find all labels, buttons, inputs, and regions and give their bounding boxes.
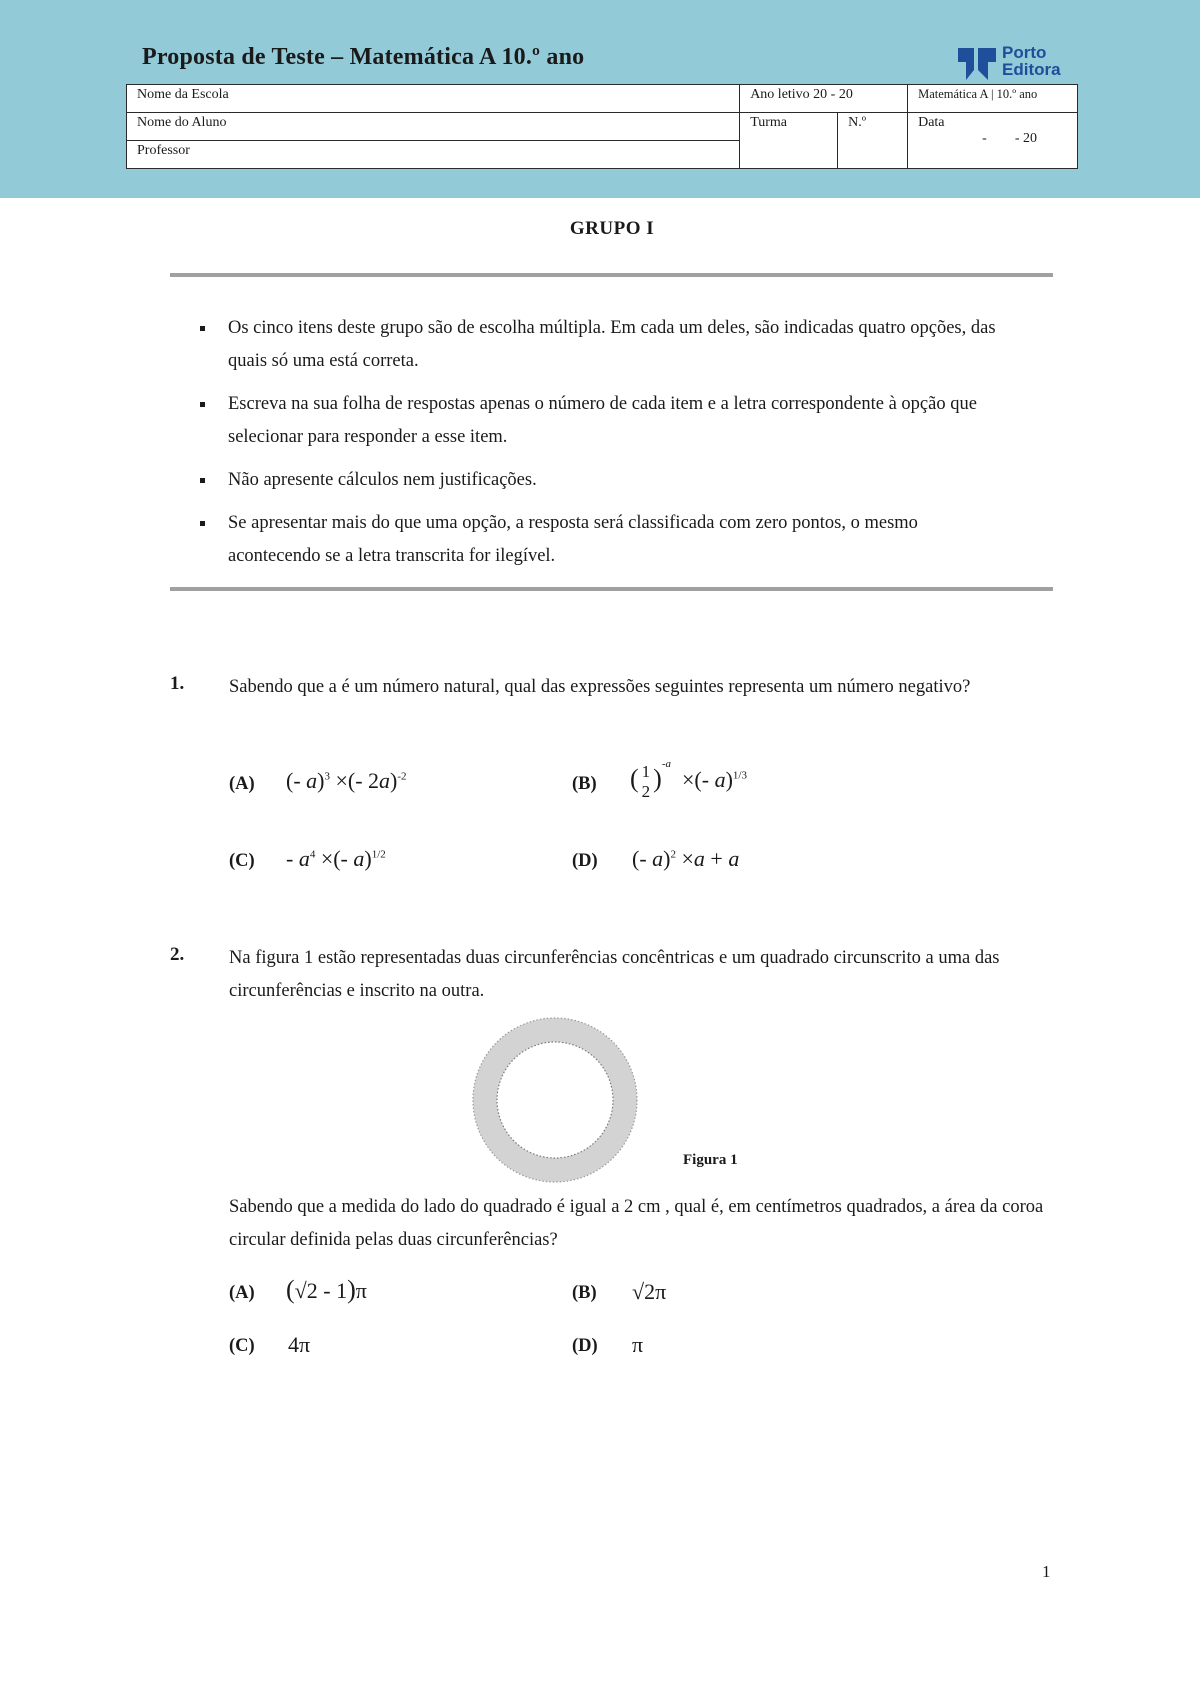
q2-option-c-label[interactable]: (C) — [229, 1336, 255, 1356]
class-cell[interactable]: Turma — [740, 113, 838, 169]
q1-option-a-label[interactable]: (A) — [229, 774, 255, 794]
question-2-prompt: Sabendo que a medida do lado do quadrado é igual a 2 cm , qual é, em centímetros quadrados, a área da coroa circular definida pelas duas circunferências? — [229, 1197, 1044, 1250]
q2-option-d-label[interactable]: (D) — [572, 1336, 598, 1356]
question-1-text: Sabendo que a é um número natural, qual das expressões seguintes representa um número negativo? — [229, 677, 971, 697]
instruction-item: Se apresentar mais do que uma opção, a resposta será classificada com zero pontos, o mesmo acontecendo se a letra transcrita for ilegível. — [198, 507, 998, 573]
question-2-number: 2. — [170, 944, 185, 965]
date-cell[interactable] — [908, 113, 1078, 169]
page-number: 1 — [1042, 1562, 1051, 1581]
q1-option-d-expression: (- a)$^2$ ×a + a — [632, 846, 740, 871]
school-year-cell[interactable]: Ano letivo 20 - 20 — [740, 85, 908, 113]
q1-option-a-expression: (- a)$^3$ ×(- 2a)$^{-2}$ — [286, 768, 407, 793]
group-title: GRUPO I — [569, 218, 655, 239]
student-info-table — [126, 84, 1078, 169]
instruction-item: Não apresente cálculos nem justificações. — [198, 464, 998, 497]
bullet-icon — [200, 521, 205, 526]
porto-editora-logo-icon — [958, 48, 996, 80]
document-title: Proposta de Teste – Matemática A 10.º ano — [142, 44, 585, 70]
figure-caption: Figura 1 — [683, 1152, 738, 1168]
professor-cell[interactable]: Professor — [127, 141, 740, 169]
date-value: - - 20 — [982, 131, 1037, 146]
q2-option-a-label[interactable]: (A) — [229, 1283, 255, 1303]
q1-option-b-expression: ( 1 2 )$^{-a}$ ×(- a)$^{1/3}$ — [630, 758, 747, 801]
instructions-list — [198, 312, 998, 583]
instruction-item: Os cinco itens deste grupo são de escolha múltipla. Em cada um deles, são indicadas quatro opções, das quais só uma está correta. — [198, 312, 998, 378]
q2-option-c-expression: 4π — [288, 1332, 311, 1357]
bullet-icon — [200, 326, 205, 331]
q2-option-d-expression: π — [632, 1332, 644, 1357]
top-divider — [170, 273, 1053, 277]
q1-option-b-label[interactable]: (B) — [572, 774, 597, 794]
q1-option-c-label[interactable]: (C) — [229, 851, 255, 871]
bullet-icon — [200, 402, 205, 407]
q2-option-a-expression: (√2 - 1)π — [286, 1275, 367, 1304]
q2-option-b-expression: √2π — [632, 1279, 667, 1304]
question-2-text: Na figura 1 estão representadas duas circunferências concêntricas e um quadrado circunscrito a uma das circunferências e inscrito na outra. — [229, 948, 1000, 1001]
student-number-cell[interactable]: N.º — [838, 113, 908, 169]
subject-cell: Matemática A | 10.º ano — [908, 85, 1078, 113]
q1-option-c-expression: - $a^4$ ×(- a)$^{1/2}$ — [286, 846, 386, 871]
instruction-item: Escreva na sua folha de respostas apenas o número de cada item e a letra correspondente à opção que selecionar para responder a esse item. — [198, 388, 998, 454]
logo-text: Porto Editora — [1002, 43, 1061, 79]
student-name-cell[interactable]: Nome do Aluno — [127, 113, 740, 141]
q2-option-b-label[interactable]: (B) — [572, 1283, 597, 1303]
date-label: Data — [918, 115, 945, 130]
bottom-divider — [170, 587, 1053, 591]
porto-editora-logo — [958, 43, 1068, 82]
question-1-number: 1. — [170, 673, 185, 694]
concentric-circles-figure — [470, 1015, 640, 1185]
bullet-icon — [200, 478, 205, 483]
q1-option-d-label[interactable]: (D) — [572, 851, 598, 871]
school-name-cell[interactable]: Nome da Escola — [127, 85, 740, 113]
